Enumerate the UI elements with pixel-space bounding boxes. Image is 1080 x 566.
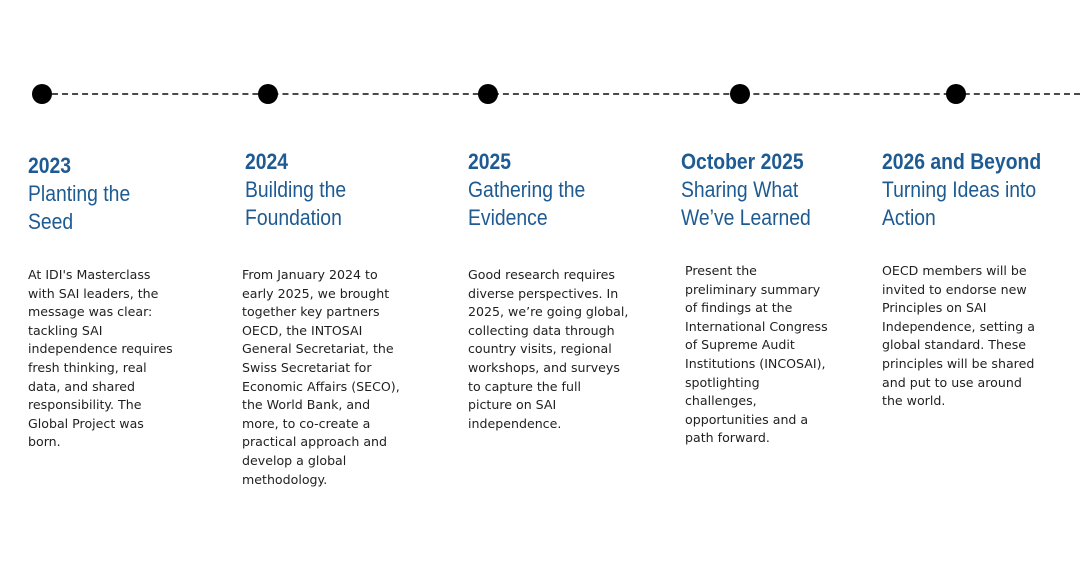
timeline-dot-2023: [32, 84, 52, 104]
milestone-description-2026-and-beyond: OECD members will be invited to endorse new Principles on SAI Independence, setting a global standard. These principles will be shared and put to use around the world.: [882, 263, 1035, 409]
timeline-dot-october-2025: [730, 84, 750, 104]
milestone-heading: [245, 148, 346, 232]
milestone-title: Planting the Seed: [28, 181, 131, 234]
timeline-dashed-line: [42, 93, 1080, 95]
timeline-dot-2026-and-beyond: [946, 84, 966, 104]
milestone-title: Gathering the Evidence: [468, 177, 586, 230]
milestone-description-2025: Good research requires diverse perspectives. In 2025, we’re going global, collecting data through country visits, regional workshops, and surveys to capture the full picture on SAI independence.: [468, 267, 629, 431]
milestone-year: 2025: [468, 149, 512, 174]
milestone-october-2025: [681, 148, 832, 232]
milestone-year: 2024: [245, 149, 289, 174]
milestone-heading: [468, 148, 585, 232]
milestone-heading: [681, 148, 811, 232]
milestone-heading: [882, 148, 1041, 232]
timeline-dot-2025: [478, 84, 498, 104]
milestone-heading: [28, 152, 130, 236]
milestone-year: 2026 and Beyond: [882, 149, 1042, 174]
milestone-title: Sharing What We’ve Learned: [681, 177, 811, 230]
milestone-description-2023: At IDI's Masterclass with SAI leaders, the message was clear: tackling SAI independence requires fresh thinking, real data, and shared responsibility. The Global Project was born.: [28, 267, 173, 450]
milestone-2024: [245, 148, 363, 232]
milestone-title: Building the Foundation: [245, 177, 347, 230]
milestone-year: 2023: [28, 153, 72, 178]
milestone-2025: [468, 148, 604, 232]
milestone-year: October 2025: [681, 149, 804, 174]
milestone-description-2024: From January 2024 to early 2025, we brought together key partners OECD, the INTOSAI General Secretariat, the Swiss Secretariat for Economic Affairs (SECO), the World Bank, and more, to co-create a practical approach and develop a global methodology.: [242, 267, 400, 487]
milestone-2023: [28, 152, 147, 236]
milestone-description-october-2025: Present the preliminary summary of findings at the International Congress of Supreme Audit Institutions (INCOSAI), spotlighting challenges, opportunities and a path forward.: [685, 263, 828, 446]
timeline-dot-2024: [258, 84, 278, 104]
milestone-title: Turning Ideas into Action: [882, 177, 1037, 230]
milestone-2026-and-beyond: [882, 148, 1067, 232]
